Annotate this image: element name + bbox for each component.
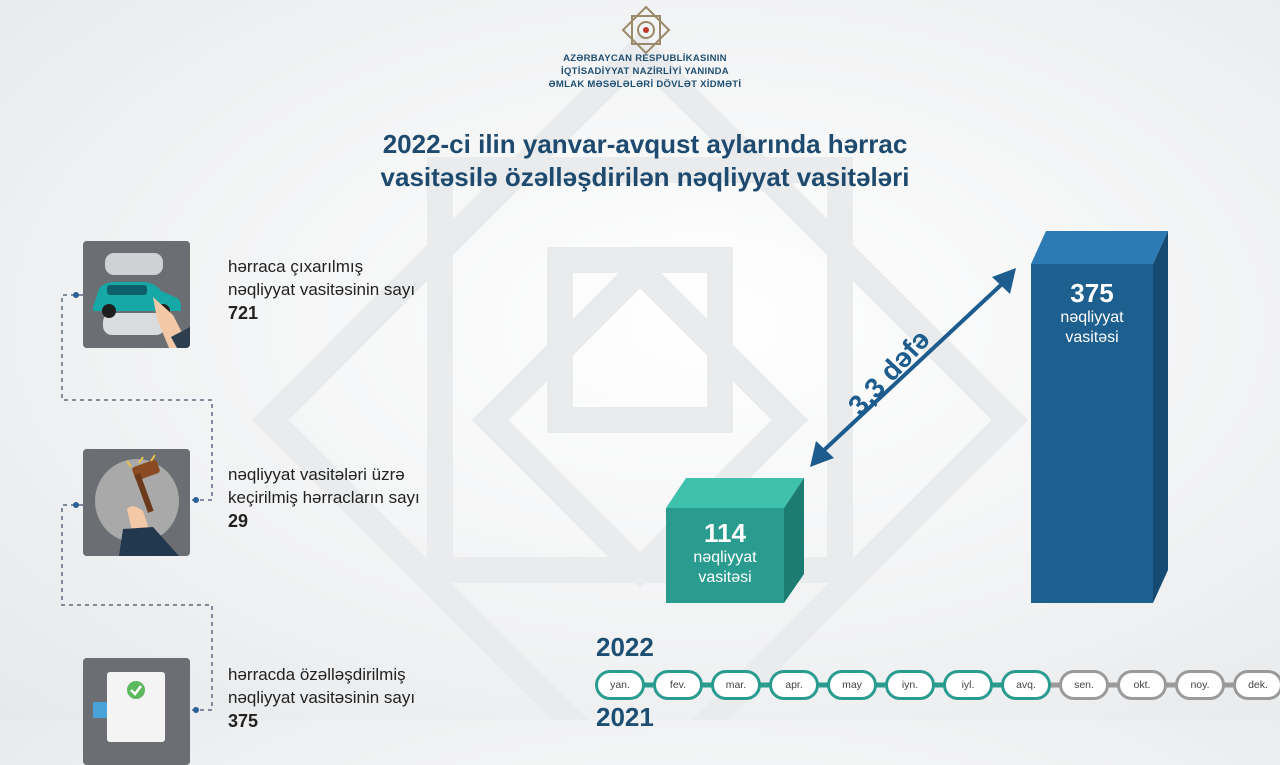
stat-value: 29 [228,511,249,531]
bar-2022-value: 375 [1070,278,1114,308]
stat-label: nəqliyyat vasitəsinin sayı [228,280,416,299]
month-pill: fev. [653,670,703,700]
month-pill: mar. [711,670,761,700]
stat-label: nəqliyyat vasitələri üzrə [228,465,405,484]
organization-line-3: ƏMLAK MƏSƏLƏLƏRİ DÖVLƏT XİDMƏTİ [548,79,742,90]
month-pill: iyl. [943,670,993,700]
month-pill: dek. [1233,670,1280,700]
month-pill: sen. [1059,670,1109,700]
month-pill: may [827,670,877,700]
month-pill: noy. [1175,670,1225,700]
month-pill: yan. [595,670,645,700]
stat-label: nəqliyyat vasitəsinin sayı [228,688,416,707]
title-line-1: 2022-ci ilin yanvar-avqust aylarında hərrac [382,129,908,159]
bar-2021-unit-2: vasitəsi [698,569,752,586]
stat-label: hərraca çıxarılmış [228,257,364,276]
stat-label: keçirilmiş hərracların sayı [228,488,420,507]
month-pill: iyn. [885,670,935,700]
stat-value: 721 [228,303,259,323]
month-pill: avq. [1001,670,1051,700]
month-pill: okt. [1117,670,1167,700]
organization-line-2: İQTİSADİYYAT NAZİRLİYİ YANINDA [561,66,729,77]
bar-2022-unit-2: vasitəsi [1065,329,1119,346]
ratio-label: 3,3 dəfə [842,323,936,422]
title-line-2: vasitəsilə özəlləşdirilən nəqliyyat vasitələri [380,162,910,192]
bar-2021-unit-1: nəqliyyat [693,549,757,566]
year-2022-label: 2022 [596,632,654,662]
organization-line-1: AZƏRBAYCAN RESPUBLİKASININ [563,53,727,64]
year-2021-label: 2021 [596,702,654,732]
bar-2021-value: 114 [704,518,746,548]
stat-value: 375 [228,711,259,731]
month-pill: apr. [769,670,819,700]
stat-label: hərracda özəlləşdirilmiş [228,665,406,684]
bar-2022-unit-1: nəqliyyat [1060,309,1124,326]
